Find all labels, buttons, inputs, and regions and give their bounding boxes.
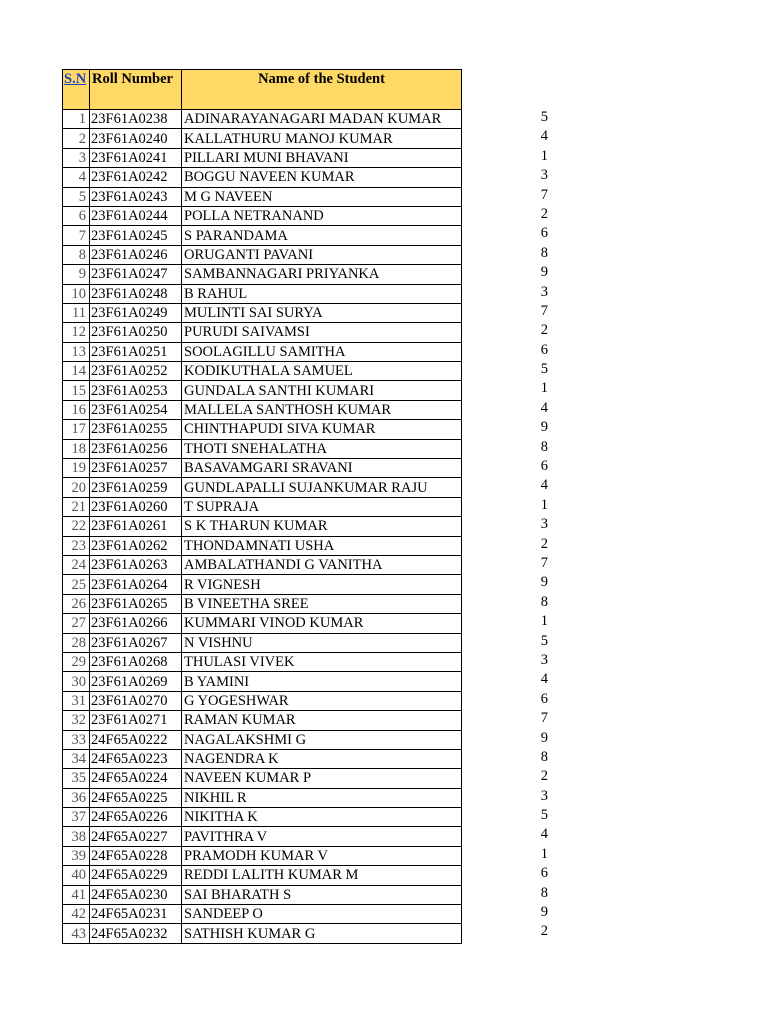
row-student-name-cell[interactable]: B VINEETHA SREE xyxy=(182,594,462,613)
row-student-name-cell[interactable]: NIKHIL R xyxy=(182,788,462,807)
row-student-name-cell[interactable]: AMBALATHANDI G VANITHA xyxy=(182,555,462,574)
row-group-number-cell[interactable]: 7 xyxy=(540,302,548,319)
row-student-name-cell[interactable]: KUMMARI VINOD KUMAR xyxy=(182,614,462,633)
row-sn-cell[interactable]: 14 xyxy=(63,362,90,381)
table-row xyxy=(63,652,462,671)
row-sn-cell[interactable]: 42 xyxy=(63,905,90,924)
row-roll-number-cell[interactable]: 23F61A0240 xyxy=(90,129,182,148)
row-roll-number-cell[interactable]: 23F61A0262 xyxy=(90,536,182,555)
row-roll-number-cell[interactable]: 23F61A0267 xyxy=(90,633,182,652)
row-student-name-cell[interactable]: S K THARUN KUMAR xyxy=(182,517,462,536)
row-student-name-cell[interactable]: G YOGESHWAR xyxy=(182,691,462,710)
row-sn-cell[interactable]: 6 xyxy=(63,206,90,225)
row-sn-cell[interactable]: 16 xyxy=(63,400,90,419)
table-row xyxy=(63,808,462,827)
row-roll-number-cell[interactable]: 23F61A0251 xyxy=(90,342,182,361)
table-row xyxy=(63,439,462,458)
header-sn[interactable]: S.N xyxy=(63,70,90,110)
row-roll-number-cell[interactable]: 24F65A0222 xyxy=(90,730,182,749)
row-roll-number-cell[interactable]: 23F61A0257 xyxy=(90,459,182,478)
row-sn-cell[interactable]: 37 xyxy=(63,808,90,827)
row-student-name-cell[interactable]: NIKITHA K xyxy=(182,808,462,827)
row-roll-number-cell[interactable]: 24F65A0230 xyxy=(90,885,182,904)
table-row xyxy=(63,517,462,536)
roster-body xyxy=(63,110,462,944)
row-student-name-cell[interactable]: B YAMINI xyxy=(182,672,462,691)
table-row xyxy=(63,420,462,439)
row-sn-cell[interactable]: 17 xyxy=(63,420,90,439)
row-group-number-cell[interactable]: 6 xyxy=(540,341,548,358)
row-group-number-cell[interactable]: 5 xyxy=(540,109,548,125)
row-sn-cell[interactable]: 2 xyxy=(63,129,90,148)
row-student-name-cell[interactable]: R VIGNESH xyxy=(182,575,462,594)
table-row xyxy=(63,129,462,148)
table-row xyxy=(63,905,462,924)
row-student-name-cell[interactable]: BASAVAMGARI SRAVANI xyxy=(182,459,462,478)
row-group-number-cell[interactable]: 7 xyxy=(540,710,548,727)
table-row xyxy=(63,672,462,691)
row-student-name-cell[interactable]: THOTI SNEHALATHA xyxy=(182,439,462,458)
row-group-number-cell[interactable]: 7 xyxy=(540,554,548,571)
row-group-number-cell[interactable]: 2 xyxy=(540,205,548,222)
table-row xyxy=(63,342,462,361)
row-sn-cell[interactable]: 30 xyxy=(63,672,90,691)
row-roll-number-cell[interactable]: 23F61A0271 xyxy=(90,711,182,730)
row-student-name-cell[interactable]: NAGENDRA K xyxy=(182,749,462,768)
row-sn-cell[interactable]: 43 xyxy=(63,924,90,943)
row-sn-cell[interactable]: 18 xyxy=(63,439,90,458)
table-row xyxy=(63,866,462,885)
table-row xyxy=(63,536,462,555)
row-student-name-cell[interactable]: ADINARAYANAGARI MADAN KUMAR xyxy=(182,110,462,129)
table-row xyxy=(63,187,462,206)
row-group-number-cell[interactable]: 4 xyxy=(540,826,548,843)
row-sn-cell[interactable]: 12 xyxy=(63,323,90,342)
row-roll-number-cell[interactable]: 24F65A0226 xyxy=(90,808,182,827)
row-roll-number-cell[interactable]: 23F61A0252 xyxy=(90,362,182,381)
row-student-name-cell[interactable]: SATHISH KUMAR G xyxy=(182,924,462,943)
row-roll-number-cell[interactable]: 23F61A0261 xyxy=(90,517,182,536)
row-group-number-cell[interactable]: 6 xyxy=(540,458,548,475)
row-student-name-cell[interactable]: M G NAVEEN xyxy=(182,187,462,206)
row-roll-number-cell[interactable]: 23F61A0270 xyxy=(90,691,182,710)
row-roll-number-cell[interactable]: 23F61A0246 xyxy=(90,245,182,264)
table-row xyxy=(63,303,462,322)
row-roll-number-cell[interactable]: 23F61A0259 xyxy=(90,478,182,497)
row-roll-number-cell[interactable]: 23F61A0245 xyxy=(90,226,182,245)
row-sn-cell[interactable]: 15 xyxy=(63,381,90,400)
row-sn-cell[interactable]: 28 xyxy=(63,633,90,652)
row-roll-number-cell[interactable]: 23F61A0250 xyxy=(90,323,182,342)
row-group-number-cell[interactable]: 6 xyxy=(540,225,548,242)
table-row xyxy=(63,846,462,865)
table-row xyxy=(63,148,462,167)
row-group-number-cell[interactable]: 9 xyxy=(540,419,548,436)
row-group-number-cell[interactable]: 5 xyxy=(540,807,548,824)
row-roll-number-cell[interactable]: 23F61A0260 xyxy=(90,497,182,516)
row-student-name-cell[interactable]: NAGALAKSHMI G xyxy=(182,730,462,749)
row-sn-cell[interactable]: 25 xyxy=(63,575,90,594)
row-roll-number-cell[interactable]: 23F61A0242 xyxy=(90,168,182,187)
row-student-name-cell[interactable]: BOGGU NAVEEN KUMAR xyxy=(182,168,462,187)
row-roll-number-cell[interactable]: 23F61A0256 xyxy=(90,439,182,458)
table-row xyxy=(63,478,462,497)
table-row xyxy=(63,168,462,187)
row-group-number-cell[interactable]: 4 xyxy=(540,477,548,494)
table-row xyxy=(63,594,462,613)
row-student-name-cell[interactable]: N VISHNU xyxy=(182,633,462,652)
row-student-name-cell[interactable]: MALLELA SANTHOSH KUMAR xyxy=(182,400,462,419)
table-row xyxy=(63,497,462,516)
row-group-number-cell[interactable]: 1 xyxy=(540,380,548,397)
row-sn-cell[interactable]: 13 xyxy=(63,342,90,361)
row-group-number-cell[interactable]: 1 xyxy=(540,613,548,630)
row-sn-cell[interactable]: 23 xyxy=(63,536,90,555)
student-roster-sheet xyxy=(62,69,462,944)
row-sn-cell[interactable]: 41 xyxy=(63,885,90,904)
row-roll-number-cell[interactable]: 23F61A0269 xyxy=(90,672,182,691)
row-roll-number-cell[interactable]: 23F61A0263 xyxy=(90,555,182,574)
row-sn-cell[interactable]: 10 xyxy=(63,284,90,303)
row-roll-number-cell[interactable]: 23F61A0247 xyxy=(90,265,182,284)
row-group-number-cell[interactable]: 3 xyxy=(540,787,548,804)
table-row xyxy=(63,614,462,633)
row-sn-cell[interactable]: 11 xyxy=(63,303,90,322)
row-sn-cell[interactable]: 34 xyxy=(63,749,90,768)
row-sn-cell[interactable]: 32 xyxy=(63,711,90,730)
table-row xyxy=(63,555,462,574)
row-sn-cell[interactable]: 40 xyxy=(63,866,90,885)
row-group-number-cell[interactable]: 2 xyxy=(540,923,548,940)
header-roll-number[interactable]: Roll Number xyxy=(90,70,182,110)
row-student-name-cell[interactable]: S PARANDAMA xyxy=(182,226,462,245)
student-roster-table xyxy=(62,69,462,944)
row-group-number-cell[interactable]: 6 xyxy=(540,865,548,882)
row-group-number-cell[interactable]: 8 xyxy=(540,748,548,765)
table-row xyxy=(63,788,462,807)
row-roll-number-cell[interactable]: 24F65A0231 xyxy=(90,905,182,924)
row-roll-number-cell[interactable]: 23F61A0265 xyxy=(90,594,182,613)
row-roll-number-cell[interactable]: 23F61A0268 xyxy=(90,652,182,671)
table-row xyxy=(63,245,462,264)
table-row xyxy=(63,769,462,788)
row-student-name-cell[interactable]: B RAHUL xyxy=(182,284,462,303)
table-row xyxy=(63,284,462,303)
row-student-name-cell[interactable]: SAMBANNAGARI PRIYANKA xyxy=(182,265,462,284)
row-group-number-cell[interactable]: 8 xyxy=(540,244,548,261)
row-sn-cell[interactable]: 8 xyxy=(63,245,90,264)
row-sn-cell[interactable]: 22 xyxy=(63,517,90,536)
row-group-number-cell[interactable]: 2 xyxy=(540,535,548,552)
row-group-number-cell[interactable]: 4 xyxy=(540,671,548,688)
row-student-name-cell[interactable]: SAI BHARATH S xyxy=(182,885,462,904)
row-roll-number-cell[interactable]: 23F61A0243 xyxy=(90,187,182,206)
row-student-name-cell[interactable]: NAVEEN KUMAR P xyxy=(182,769,462,788)
table-row xyxy=(63,459,462,478)
row-student-name-cell[interactable]: SANDEEP O xyxy=(182,905,462,924)
row-group-number-cell[interactable]: 2 xyxy=(540,322,548,339)
row-roll-number-cell[interactable]: 23F61A0254 xyxy=(90,400,182,419)
row-student-name-cell[interactable]: KODIKUTHALA SAMUEL xyxy=(182,362,462,381)
row-student-name-cell[interactable]: T SUPRAJA xyxy=(182,497,462,516)
row-roll-number-cell[interactable]: 24F65A0232 xyxy=(90,924,182,943)
row-sn-cell[interactable]: 7 xyxy=(63,226,90,245)
row-sn-cell[interactable]: 4 xyxy=(63,168,90,187)
table-row xyxy=(63,206,462,225)
row-student-name-cell[interactable]: GUNDLAPALLI SUJANKUMAR RAJU xyxy=(182,478,462,497)
table-row xyxy=(63,575,462,594)
row-group-number-cell[interactable]: 1 xyxy=(540,845,548,862)
row-group-number-cell[interactable]: 6 xyxy=(540,690,548,707)
table-row xyxy=(63,381,462,400)
row-sn-cell[interactable]: 29 xyxy=(63,652,90,671)
header-student-name[interactable]: Name of the Student xyxy=(182,70,462,110)
table-row xyxy=(63,110,462,129)
row-sn-cell[interactable]: 38 xyxy=(63,827,90,846)
row-roll-number-cell[interactable]: 23F61A0248 xyxy=(90,284,182,303)
table-row xyxy=(63,730,462,749)
row-student-name-cell[interactable]: SOOLAGILLU SAMITHA xyxy=(182,342,462,361)
table-row xyxy=(63,226,462,245)
row-group-number-cell[interactable]: 3 xyxy=(540,283,548,300)
row-roll-number-cell[interactable]: 23F61A0253 xyxy=(90,381,182,400)
row-sn-cell[interactable]: 26 xyxy=(63,594,90,613)
row-sn-cell[interactable]: 5 xyxy=(63,187,90,206)
row-group-number-cell[interactable]: 8 xyxy=(540,884,548,901)
row-roll-number-cell[interactable]: 23F61A0238 xyxy=(90,110,182,129)
table-row xyxy=(63,323,462,342)
row-sn-cell[interactable]: 9 xyxy=(63,265,90,284)
row-sn-cell[interactable]: 36 xyxy=(63,788,90,807)
row-roll-number-cell[interactable]: 23F61A0266 xyxy=(90,614,182,633)
row-sn-cell[interactable]: 27 xyxy=(63,614,90,633)
row-student-name-cell[interactable]: GUNDALA SANTHI KUMARI xyxy=(182,381,462,400)
table-row xyxy=(63,362,462,381)
row-student-name-cell[interactable]: PRAMODH KUMAR V xyxy=(182,846,462,865)
row-roll-number-cell[interactable]: 23F61A0244 xyxy=(90,206,182,225)
row-sn-cell[interactable]: 21 xyxy=(63,497,90,516)
row-group-number-cell[interactable]: 4 xyxy=(540,399,548,416)
row-roll-number-cell[interactable]: 24F65A0223 xyxy=(90,749,182,768)
table-row xyxy=(63,691,462,710)
row-group-number-cell[interactable]: 3 xyxy=(540,167,548,184)
row-group-number-cell[interactable]: 9 xyxy=(540,904,548,921)
table-row xyxy=(63,924,462,943)
row-group-number-cell[interactable]: 9 xyxy=(540,729,548,746)
row-student-name-cell[interactable]: MULINTI SAI SURYA xyxy=(182,303,462,322)
table-row xyxy=(63,749,462,768)
table-row xyxy=(63,827,462,846)
row-group-number-cell[interactable]: 9 xyxy=(540,264,548,281)
row-student-name-cell[interactable]: PURUDI SAIVAMSI xyxy=(182,323,462,342)
row-group-number-cell[interactable]: 4 xyxy=(540,128,548,145)
row-student-name-cell[interactable]: CHINTHAPUDI SIVA KUMAR xyxy=(182,420,462,439)
row-roll-number-cell[interactable]: 24F65A0229 xyxy=(90,866,182,885)
row-sn-cell[interactable]: 31 xyxy=(63,691,90,710)
row-sn-cell[interactable]: 20 xyxy=(63,478,90,497)
table-row xyxy=(63,400,462,419)
row-roll-number-cell[interactable]: 23F61A0241 xyxy=(90,148,182,167)
row-student-name-cell[interactable]: ORUGANTI PAVANI xyxy=(182,245,462,264)
row-sn-cell[interactable]: 3 xyxy=(63,148,90,167)
row-student-name-cell[interactable]: PAVITHRA V xyxy=(182,827,462,846)
row-roll-number-cell[interactable]: 23F61A0264 xyxy=(90,575,182,594)
table-row xyxy=(63,633,462,652)
row-student-name-cell[interactable]: POLLA NETRANAND xyxy=(182,206,462,225)
row-sn-cell[interactable]: 39 xyxy=(63,846,90,865)
row-sn-cell[interactable]: 19 xyxy=(63,459,90,478)
row-sn-cell[interactable]: 1 xyxy=(63,110,90,129)
row-group-number-cell[interactable]: 2 xyxy=(540,768,548,785)
row-group-number-cell[interactable]: 5 xyxy=(540,632,548,649)
row-student-name-cell[interactable]: THULASI VIVEK xyxy=(182,652,462,671)
table-row xyxy=(63,711,462,730)
row-student-name-cell[interactable]: PILLARI MUNI BHAVANI xyxy=(182,148,462,167)
row-group-number-cell[interactable]: 1 xyxy=(540,147,548,164)
row-roll-number-cell[interactable]: 24F65A0228 xyxy=(90,846,182,865)
row-roll-number-cell[interactable]: 23F61A0249 xyxy=(90,303,182,322)
row-group-number-cell[interactable]: 9 xyxy=(540,574,548,591)
row-student-name-cell[interactable]: KALLATHURU MANOJ KUMAR xyxy=(182,129,462,148)
header-row xyxy=(63,70,462,110)
row-roll-number-cell[interactable]: 23F61A0255 xyxy=(90,420,182,439)
table-row xyxy=(63,265,462,284)
row-group-number-cell[interactable]: 1 xyxy=(540,496,548,513)
row-roll-number-cell[interactable]: 24F65A0224 xyxy=(90,769,182,788)
row-group-number-cell[interactable]: 5 xyxy=(540,361,548,378)
row-sn-cell[interactable]: 24 xyxy=(63,555,90,574)
row-roll-number-cell[interactable]: 24F65A0227 xyxy=(90,827,182,846)
row-student-name-cell[interactable]: THONDAMNATI USHA xyxy=(182,536,462,555)
row-sn-cell[interactable]: 33 xyxy=(63,730,90,749)
row-student-name-cell[interactable]: REDDI LALITH KUMAR M xyxy=(182,866,462,885)
row-group-number-cell[interactable]: 7 xyxy=(540,186,548,203)
row-group-number-cell[interactable]: 3 xyxy=(540,651,548,668)
row-group-number-cell[interactable]: 8 xyxy=(540,438,548,455)
table-row xyxy=(63,885,462,904)
row-group-number-cell[interactable]: 8 xyxy=(540,593,548,610)
group-number-column xyxy=(520,108,548,942)
row-group-number-cell[interactable]: 3 xyxy=(540,516,548,533)
row-roll-number-cell[interactable]: 24F65A0225 xyxy=(90,788,182,807)
row-sn-cell[interactable]: 35 xyxy=(63,769,90,788)
row-student-name-cell[interactable]: RAMAN KUMAR xyxy=(182,711,462,730)
